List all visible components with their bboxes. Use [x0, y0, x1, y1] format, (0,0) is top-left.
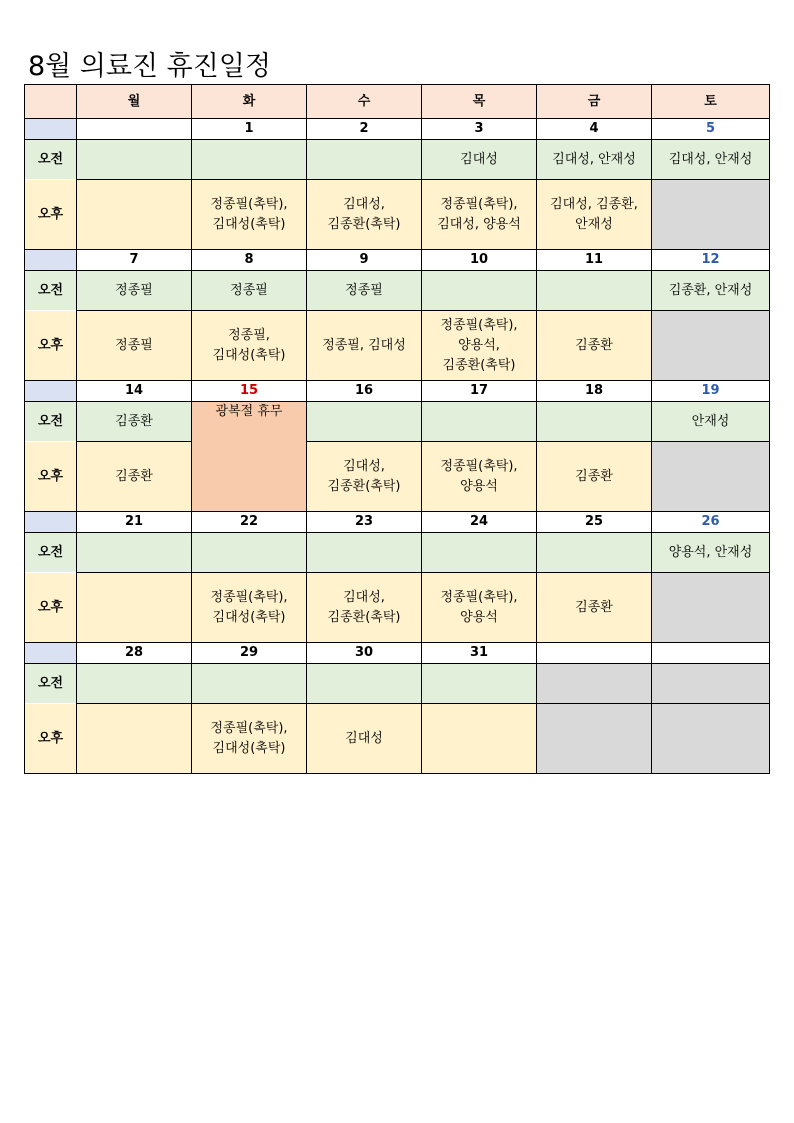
- am-row: [25, 271, 770, 311]
- am-row: [25, 664, 770, 704]
- am-cell-thu: [422, 664, 537, 704]
- date-cell-wed: 30: [307, 643, 422, 664]
- am-cell-mon: [77, 533, 192, 573]
- pm-cell-thu: 정종필(촉탁), 양용석: [422, 573, 537, 643]
- am-cell-tue: 정종필: [192, 271, 307, 311]
- pm-cell-tue: 정종필(촉탁), 김대성(촉탁): [192, 180, 307, 250]
- pm-cell-wed: 김대성, 김종환(촉탁): [307, 180, 422, 250]
- date-cell-mon: 7: [77, 250, 192, 271]
- pm-cell-sat: [652, 573, 770, 643]
- pm-cell-sat: [652, 442, 770, 512]
- date-cell-thu: 24: [422, 512, 537, 533]
- am-row: [25, 533, 770, 573]
- date-cell-wed: 9: [307, 250, 422, 271]
- am-row: [25, 402, 770, 442]
- date-cell-mon: 28: [77, 643, 192, 664]
- am-cell-thu: [422, 271, 537, 311]
- weekday-mon: 월: [77, 85, 192, 119]
- am-label: 오전: [25, 664, 77, 704]
- date-row-label: [25, 119, 77, 140]
- weekday-thu: 목: [422, 85, 537, 119]
- am-cell-sat: 김종환, 안재성: [652, 271, 770, 311]
- date-row: [25, 643, 770, 664]
- pm-cell-fri: 김종환: [537, 573, 652, 643]
- am-cell-tue: [192, 533, 307, 573]
- pm-cell-wed: 정종필, 김대성: [307, 311, 422, 381]
- date-cell-mon: 21: [77, 512, 192, 533]
- pm-cell-mon: [77, 573, 192, 643]
- date-cell-tue: 22: [192, 512, 307, 533]
- date-cell-tue: 29: [192, 643, 307, 664]
- pm-cell-sat: [652, 704, 770, 774]
- pm-label: 오후: [25, 180, 77, 250]
- pm-label: 오후: [25, 573, 77, 643]
- date-cell-fri: 18: [537, 381, 652, 402]
- date-row-label: [25, 643, 77, 664]
- date-cell-wed: 23: [307, 512, 422, 533]
- weekday-tue: 화: [192, 85, 307, 119]
- am-cell-fri: [537, 533, 652, 573]
- pm-cell-sat: [652, 311, 770, 381]
- pm-cell-tue: 정종필, 김대성(촉탁): [192, 311, 307, 381]
- schedule-table: [24, 84, 770, 774]
- date-cell-fri: 4: [537, 119, 652, 140]
- am-cell-wed: [307, 533, 422, 573]
- am-cell-wed: 정종필: [307, 271, 422, 311]
- pm-cell-mon: [77, 704, 192, 774]
- am-cell-wed: [307, 402, 422, 442]
- am-cell-tue: [192, 140, 307, 180]
- am-cell-sat: 양용석, 안재성: [652, 533, 770, 573]
- date-row-label: [25, 250, 77, 271]
- date-cell-fri: 11: [537, 250, 652, 271]
- pm-label: 오후: [25, 704, 77, 774]
- date-cell-tue: 15: [192, 381, 307, 402]
- pm-cell-fri: [537, 704, 652, 774]
- date-cell-fri: 25: [537, 512, 652, 533]
- am-label: 오전: [25, 140, 77, 180]
- date-row: [25, 119, 770, 140]
- pm-cell-tue: 정종필(촉탁), 김대성(촉탁): [192, 573, 307, 643]
- date-row: [25, 381, 770, 402]
- am-label: 오전: [25, 271, 77, 311]
- am-cell-fri: [537, 402, 652, 442]
- date-cell-sat: 12: [652, 250, 770, 271]
- date-cell-sat: [652, 643, 770, 664]
- am-cell-thu: 김대성: [422, 140, 537, 180]
- pm-cell-thu: 정종필(촉탁), 양용석: [422, 442, 537, 512]
- date-row-label: [25, 512, 77, 533]
- pm-cell-sat: [652, 180, 770, 250]
- date-cell-tue: 8: [192, 250, 307, 271]
- am-cell-mon: [77, 140, 192, 180]
- pm-row: [25, 311, 770, 381]
- am-cell-wed: [307, 664, 422, 704]
- date-cell-sat: 26: [652, 512, 770, 533]
- am-cell-tue: [192, 664, 307, 704]
- date-cell-sat: 19: [652, 381, 770, 402]
- pm-cell-fri: 김종환: [537, 442, 652, 512]
- pm-cell-fri: 김대성, 김종환, 안재성: [537, 180, 652, 250]
- date-row-label: [25, 381, 77, 402]
- am-label: 오전: [25, 402, 77, 442]
- pm-cell-fri: 김종환: [537, 311, 652, 381]
- pm-row: [25, 704, 770, 774]
- date-cell-thu: 10: [422, 250, 537, 271]
- date-cell-thu: 3: [422, 119, 537, 140]
- header-corner-cell: [25, 85, 77, 119]
- date-cell-mon: [77, 119, 192, 140]
- date-cell-sat: 5: [652, 119, 770, 140]
- page-title: 8월 의료진 휴진일정: [28, 51, 271, 82]
- pm-label: 오후: [25, 442, 77, 512]
- pm-row: [25, 573, 770, 643]
- am-cell-wed: [307, 140, 422, 180]
- am-cell-mon: 김종환: [77, 402, 192, 442]
- pm-cell-thu: [422, 704, 537, 774]
- pm-cell-thu: 정종필(촉탁), 김대성, 양용석: [422, 180, 537, 250]
- am-cell-sat: 안재성: [652, 402, 770, 442]
- pm-cell-mon: [77, 180, 192, 250]
- am-cell-thu: [422, 402, 537, 442]
- weekday-sat: 토: [652, 85, 770, 119]
- pm-label: 오후: [25, 311, 77, 381]
- weekday-fri: 금: [537, 85, 652, 119]
- pm-cell-mon: 김종환: [77, 442, 192, 512]
- am-row: [25, 140, 770, 180]
- am-cell-sat: 김대성, 안재성: [652, 140, 770, 180]
- date-row: [25, 512, 770, 533]
- date-row: [25, 250, 770, 271]
- date-cell-mon: 14: [77, 381, 192, 402]
- pm-cell-tue: 정종필(촉탁), 김대성(촉탁): [192, 704, 307, 774]
- pm-cell-wed: 김대성, 김종환(촉탁): [307, 573, 422, 643]
- date-cell-thu: 31: [422, 643, 537, 664]
- am-cell-fri: [537, 271, 652, 311]
- am-cell-mon: [77, 664, 192, 704]
- date-cell-tue: 1: [192, 119, 307, 140]
- pm-row: [25, 442, 770, 512]
- pm-row: [25, 180, 770, 250]
- holiday-cell: 광복절 휴무: [192, 402, 307, 512]
- am-cell-thu: [422, 533, 537, 573]
- pm-cell-wed: 김대성: [307, 704, 422, 774]
- pm-cell-wed: 김대성, 김종환(촉탁): [307, 442, 422, 512]
- am-label: 오전: [25, 533, 77, 573]
- pm-cell-mon: 정종필: [77, 311, 192, 381]
- date-cell-thu: 17: [422, 381, 537, 402]
- schedule-body: [25, 85, 770, 774]
- am-cell-fri: 김대성, 안재성: [537, 140, 652, 180]
- am-cell-sat: [652, 664, 770, 704]
- weekday-header-row: [25, 85, 770, 119]
- am-cell-fri: [537, 664, 652, 704]
- date-cell-wed: 2: [307, 119, 422, 140]
- date-cell-fri: [537, 643, 652, 664]
- am-cell-mon: 정종필: [77, 271, 192, 311]
- weekday-wed: 수: [307, 85, 422, 119]
- date-cell-wed: 16: [307, 381, 422, 402]
- pm-cell-thu: 정종필(촉탁), 양용석, 김종환(촉탁): [422, 311, 537, 381]
